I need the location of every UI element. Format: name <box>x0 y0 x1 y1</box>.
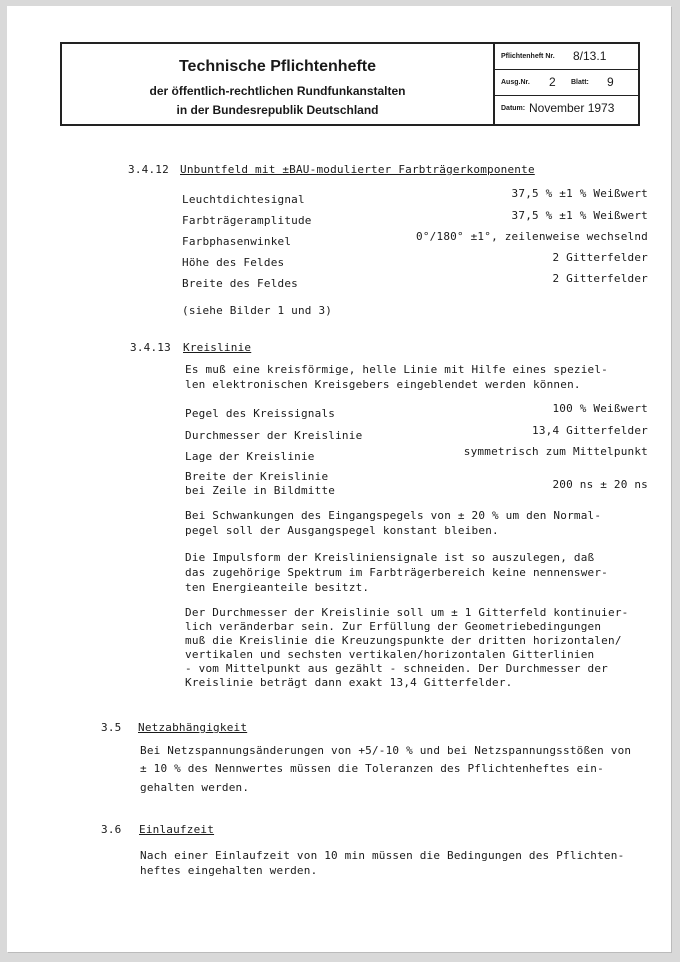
paragraph-line: das zugehörige Spektrum im Farbträgerbereich keine nennenswer- <box>185 566 608 579</box>
section-3412-note: (siehe Bilder 1 und 3) <box>182 304 333 317</box>
section-36-title: Einlaufzeit <box>139 823 215 836</box>
param-value: 2 Gitterfelder <box>552 272 648 285</box>
param-label: Farbträgeramplitude <box>182 214 312 227</box>
section-3413-title: Kreislinie <box>183 341 252 354</box>
paragraph-line: muß die Kreislinie die Kreuzungspunkte der dritten horizontalen/ <box>185 634 622 647</box>
intro-line: Es muß eine kreisförmige, helle Linie mit Hilfe eines speziel- <box>185 363 608 376</box>
param-label: Leuchtdichtesignal <box>182 193 305 206</box>
paragraph-line: ten Energieanteile besitzt. <box>185 581 370 594</box>
header-subtitle-line2: in der Bundesrepublik Deutschland <box>176 103 379 117</box>
paragraph-line: pegel soll der Ausgangspegel konstant bleiben. <box>185 524 499 537</box>
header-meta-block <box>495 44 638 124</box>
width-label-line1: Breite der Kreislinie <box>185 470 329 483</box>
width-value: 200 ns ± 20 ns <box>552 478 648 491</box>
width-label-line2: bei Zeile in Bildmitte <box>185 484 336 497</box>
paragraph-line: Die Impulsform der Kreisliniensignale ist so auszulegen, daß <box>185 551 595 564</box>
ausgabe-label: Ausg.Nr. <box>501 79 530 86</box>
param-label: Breite des Feldes <box>182 277 298 290</box>
document-page <box>7 6 671 952</box>
section-36-number: 3.6 <box>101 823 122 836</box>
ausgabe-value: 2 <box>549 75 556 89</box>
datum-cell <box>495 96 638 122</box>
section-35-title: Netzabhängigkeit <box>138 721 248 734</box>
paragraph-line: Bei Schwankungen des Eingangspegels von ± 20 % um den Normal- <box>185 509 602 522</box>
param-value: 37,5 % ±1 % Weißwert <box>511 187 648 200</box>
pflichtenheft-label: Pflichtenheft Nr. <box>501 53 555 60</box>
paragraph-line: vertikalen und sechsten vertikalen/horizontalen Gitterlinien <box>185 648 595 661</box>
paragraph-line: ± 10 % des Nennwertes müssen die Toleranzen des Pflichtenheftes ein- <box>140 762 604 775</box>
param-label: Farbphasenwinkel <box>182 235 292 248</box>
ausgabe-blatt-cell <box>495 70 638 96</box>
param-value: 100 % Weißwert <box>552 402 648 415</box>
section-3413-number: 3.4.13 <box>130 341 171 354</box>
param-value: 37,5 % ±1 % Weißwert <box>511 209 648 222</box>
datum-value: November 1973 <box>529 101 615 115</box>
paragraph-line: Der Durchmesser der Kreislinie soll um ± 1 Gitterfeld kontinuier- <box>185 606 629 619</box>
paragraph-line: Bei Netzspannungsänderungen von +5/-10 % und bei Netzspannungsstößen von <box>140 744 632 757</box>
pflichtenheft-number-cell <box>495 44 638 70</box>
header-subtitle-line1: der öffentlich-rechtlichen Rundfunkanstalten <box>149 84 406 98</box>
paragraph-line: lich veränderbar sein. Zur Erfüllung der Geometriebedingungen <box>185 620 602 633</box>
param-label: Höhe des Feldes <box>182 256 285 269</box>
section-3412-number: 3.4.12 <box>128 163 169 176</box>
datum-label: Datum: <box>501 105 526 112</box>
blatt-value: 9 <box>607 75 614 89</box>
document-header <box>60 42 640 126</box>
param-value: symmetrisch zum Mittelpunkt <box>463 445 648 458</box>
blatt-label: Blatt: <box>571 79 589 86</box>
pflichtenheft-value: 8/13.1 <box>573 49 607 63</box>
paragraph-line: - vom Mittelpunkt aus gezählt - schneiden. Der Durchmesser der <box>185 662 608 675</box>
header-title-block <box>62 44 495 124</box>
header-title: Technische Pflichtenhefte <box>178 58 377 75</box>
paragraph-line: Nach einer Einlaufzeit von 10 min müssen die Bedingungen des Pflichten- <box>140 849 625 862</box>
paragraph-line: heftes eingehalten werden. <box>140 864 318 877</box>
intro-line: len elektronischen Kreisgebers eingeblendet werden können. <box>185 378 581 391</box>
param-label: Lage der Kreislinie <box>185 450 315 463</box>
paragraph-line: Kreislinie beträgt dann exakt 13,4 Gitterfelder. <box>185 676 513 689</box>
param-value: 13,4 Gitterfelder <box>532 424 648 437</box>
param-value: 0°/180° ±1°, zeilenweise wechselnd <box>416 230 648 243</box>
param-label: Pegel des Kreissignals <box>185 407 336 420</box>
section-35-number: 3.5 <box>101 721 122 734</box>
param-value: 2 Gitterfelder <box>552 251 648 264</box>
param-label: Durchmesser der Kreislinie <box>185 429 363 442</box>
paragraph-line: gehalten werden. <box>140 781 250 794</box>
section-3412-title: Unbuntfeld mit ±BAU-modulierter Farbträgerkomponente <box>180 163 535 176</box>
